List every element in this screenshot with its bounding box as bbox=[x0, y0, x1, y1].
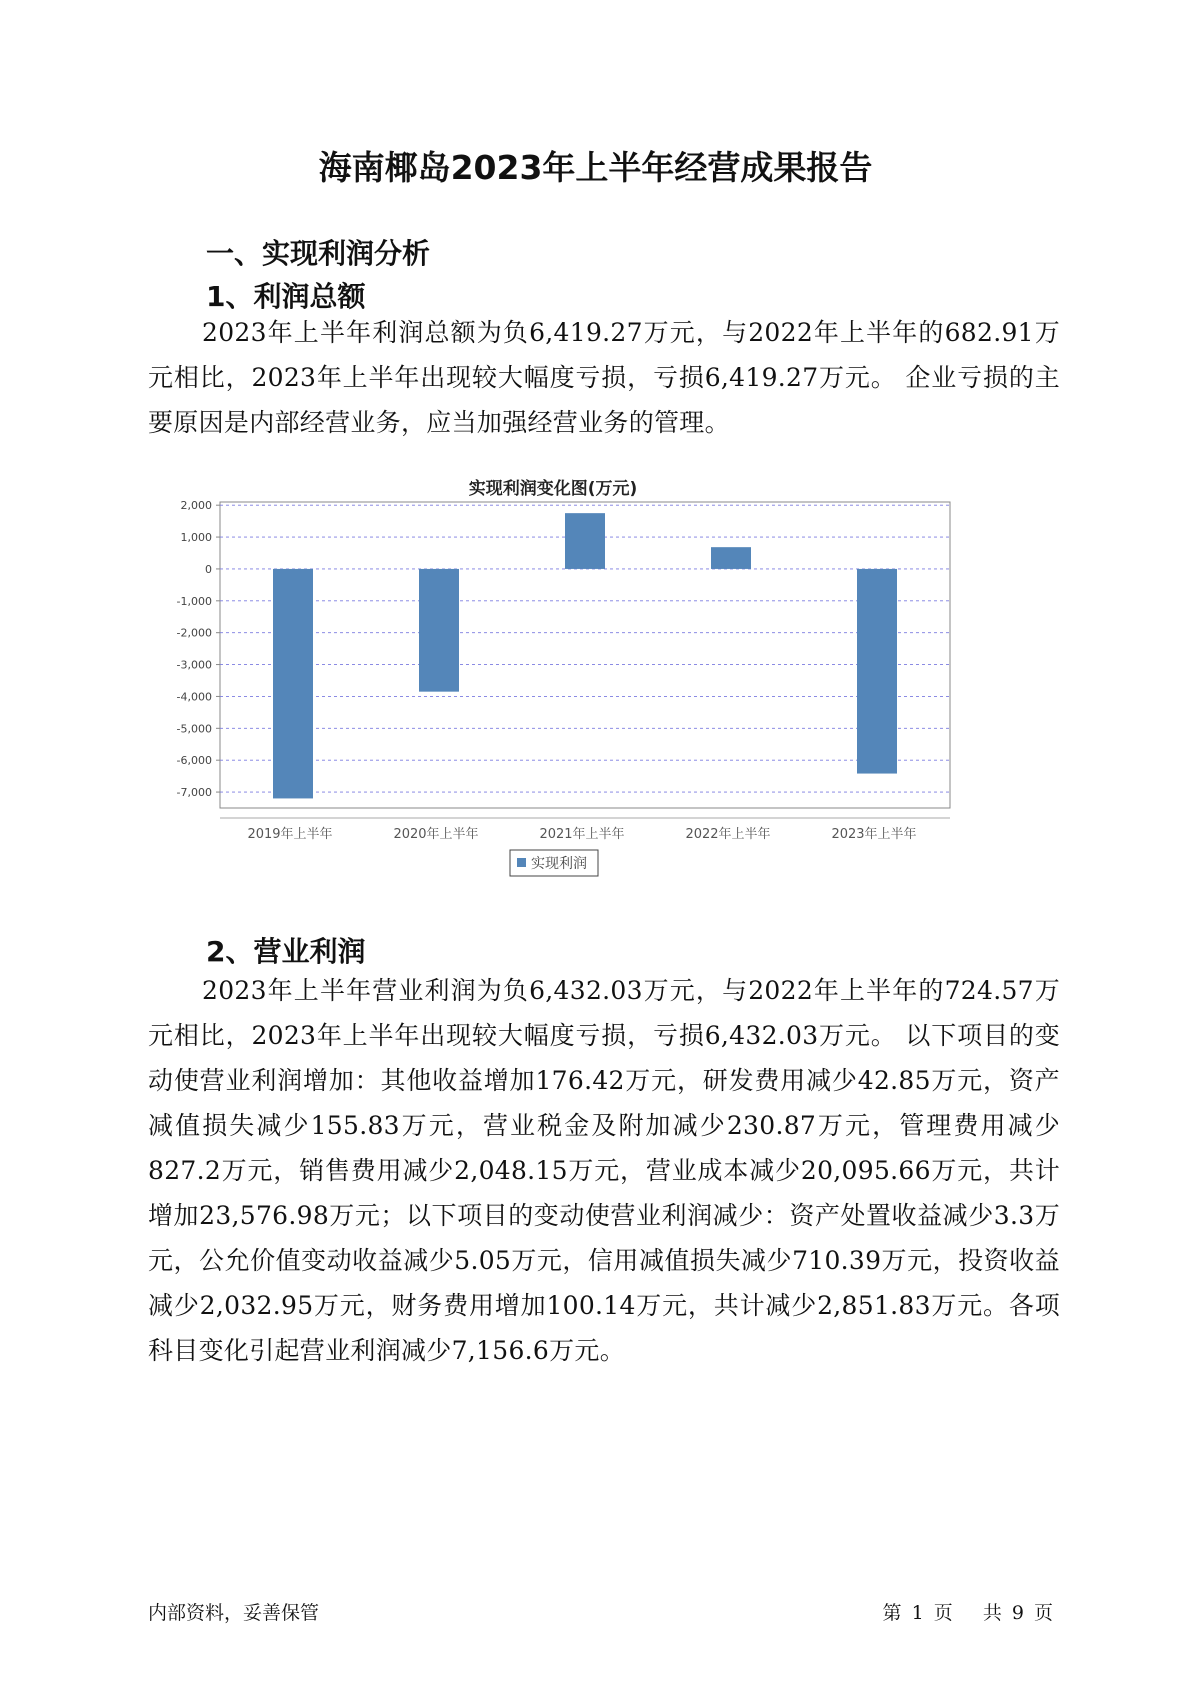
y-tick-label: -5,000 bbox=[176, 722, 212, 736]
bar bbox=[419, 569, 459, 692]
y-tick-label: -4,000 bbox=[176, 690, 212, 704]
operating-profit-paragraph: 2023年上半年营业利润为负6,432.03万元，与2022年上半年的724.57万元相比，2023年上半年出现较大幅度亏损，亏损6,432.03万元。 以下项目的变动使营业利润增加：其他收益增加176.42万元，研发费用减少42.85万元，资产减值损失减少155.83万元，营业税金及附加减少230.87万元，管理费用减少827.2万元，销售费用减少2,048.15万元，营业成本减少20,095.66万元，共计增加23,576.98万元；以下项目的变动使营业利润减少：资产处置收益减少3.3万元，公允价值变动收益减少5.05万元，信用减值损失减少710.39万元，投资收益减少2,032.95万元，财务费用增加100.14万元，共计减少2,851.83万元。各项科目变化引起营业利润减少7,156.6万元。 bbox=[148, 976, 1060, 1365]
footer-page-number: 第 1 页 共 9 页 bbox=[882, 1602, 1053, 1624]
bar bbox=[711, 547, 751, 569]
bar-series bbox=[273, 513, 897, 798]
bar bbox=[565, 513, 605, 569]
section-heading-profit-analysis: 一、实现利润分析 bbox=[206, 237, 431, 270]
x-tick-label: 2023年上半年 bbox=[831, 827, 917, 842]
bar bbox=[857, 569, 897, 774]
subsection-heading-operating-profit: 2、营业利润 bbox=[206, 935, 366, 968]
y-tick-label: -1,000 bbox=[176, 594, 212, 608]
x-axis-ticks bbox=[247, 826, 916, 842]
page-title: 海南椰岛2023年上半年经营成果报告 bbox=[318, 148, 873, 187]
x-tick-label: 2022年上半年 bbox=[685, 827, 771, 842]
y-tick-label: -3,000 bbox=[176, 658, 212, 672]
subsection-heading-total-profit: 1、利润总额 bbox=[206, 280, 366, 313]
y-tick-label: 0 bbox=[205, 562, 212, 576]
legend-label: 实现利润 bbox=[531, 856, 587, 872]
legend bbox=[510, 850, 598, 876]
total-profit-paragraph: 2023年上半年利润总额为负6,419.27万元，与2022年上半年的682.91万元相比，2023年上半年出现较大幅度亏损，亏损6,419.27万元。 企业亏损的主要原因是内部经营业务，应当加强经营业务的管理。 bbox=[148, 318, 1060, 437]
profit-bar-chart bbox=[148, 479, 1048, 956]
y-tick-label: -7,000 bbox=[176, 786, 212, 800]
y-tick-label: -6,000 bbox=[176, 754, 212, 768]
x-tick-label: 2020年上半年 bbox=[393, 827, 479, 842]
y-axis-ticks bbox=[177, 499, 220, 799]
y-tick-label: 2,000 bbox=[180, 499, 212, 513]
bar bbox=[273, 569, 313, 799]
x-tick-label: 2019年上半年 bbox=[247, 827, 333, 842]
footer-confidential-note: 内部资料，妥善保管 bbox=[148, 1602, 320, 1624]
legend-swatch bbox=[517, 858, 526, 867]
y-tick-label: -2,000 bbox=[176, 626, 212, 640]
x-tick-label: 2021年上半年 bbox=[539, 827, 625, 842]
y-tick-label: 1,000 bbox=[180, 531, 212, 545]
chart-title: 实现利润变化图(万元) bbox=[468, 479, 638, 499]
